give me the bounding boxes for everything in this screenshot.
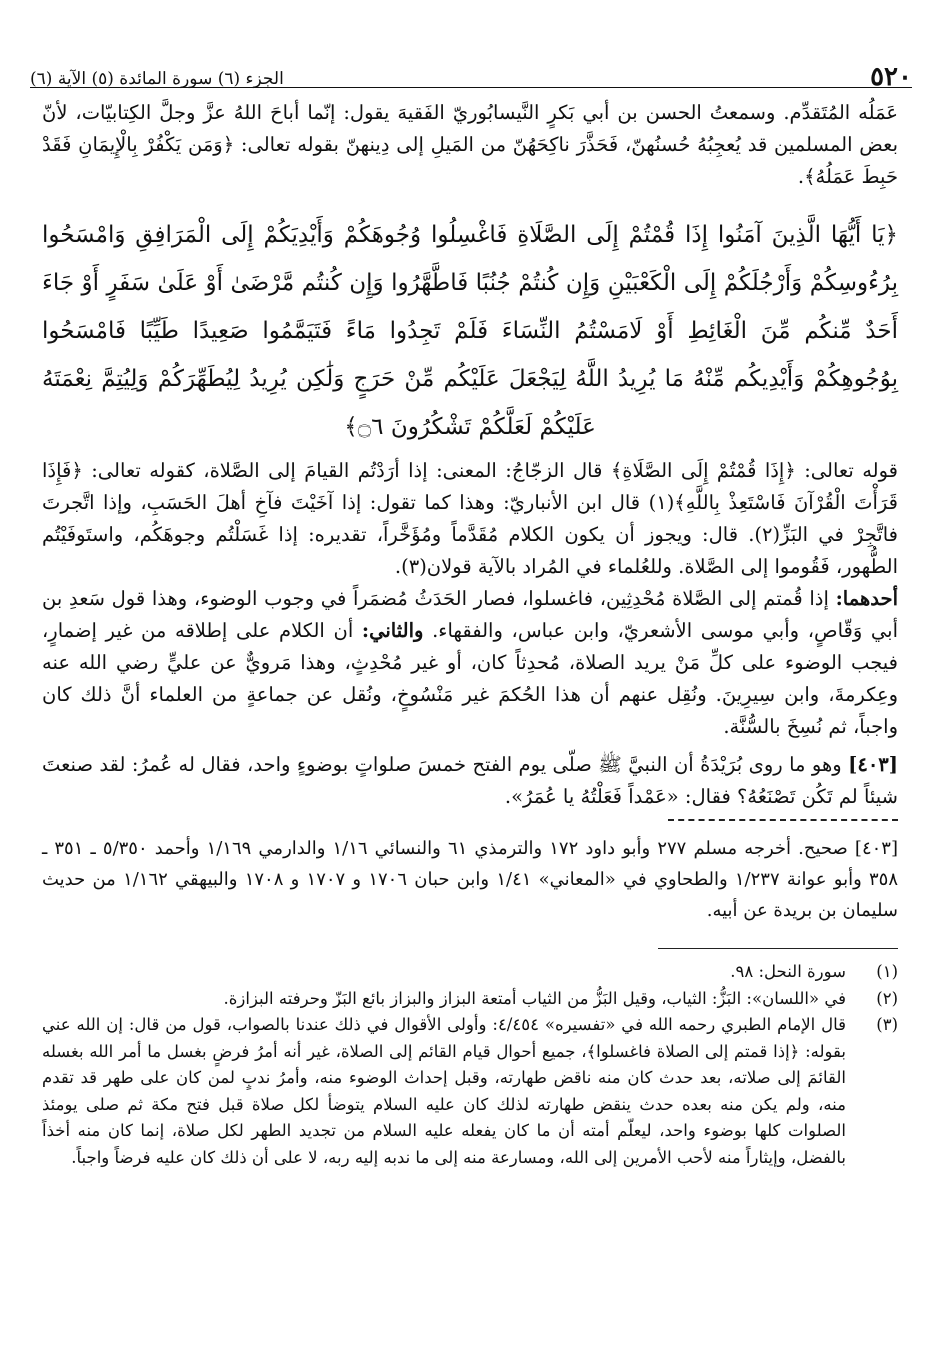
- intro-paragraph: عَمَلُه المُتَقدِّم. وسمعتُ الحسن بن أبي بَكرٍ النَّيسابُوريّ الفَقيهَ يقول: إنّما أباحَ اللهُ عزَّ وجلَّ الكِتابيّات، لأنّ بعض المسلمين قد يُعجِبُهُ حُسنُهنّ، فَحَذَّرَ ناكِحَهُنّ من المَيلِ إلى دِينهنّ بقوله تعالى: ﴿وَمَن يَكْفُرْ بِالْإِيمَانِ فَقَدْ حَبِطَ عَمَلُهُ﴾.: [42, 101, 898, 188]
- page-number: ٥٢٠: [870, 62, 912, 92]
- footnote-text: في «اللسان»: البَزُّ: الثياب، وقيل البَزُّ من الثياب أمتعة البزاز والبزاز بائع البَزّ وحرفته البزازة.: [223, 988, 846, 1008]
- first-opinion-label: أحدهما:: [835, 587, 898, 610]
- first-opinion-text: إذا قُمتم إلى الصَّلاة مُحْدِثِين، فاغسلوا، فصار الحَدَثُ مُضمَراً في وجوب الوضوء، وهذا قول سَعدِ بن أبي وَقّاصٍ، وأبي موسى الأشعريّ، وابن عباس، والفقهاء.: [42, 587, 899, 642]
- opinions-paragraph: [42, 583, 898, 743]
- footnote-number: (٢): [876, 988, 898, 1008]
- tafsir-paragraph: قوله تعالى: ﴿إِذَا قُمْتُمْ إِلَى الصَّلَاةِ﴾ قال الزجّاجُ: المعنى: إذا أرَدْتُم القيامَ إلى الصَّلاة، كقوله تعالى: ﴿فَإِذَا قَرَأْتَ الْقُرْآنَ فَاسْتَعِذْ بِاللَّهِ﴾(١) قال ابن الأنباريّ: وهذا كما تقول: إذا آخَيْتَ فآخِ أهلَ الحَسَبِ، وإذا اتَّجرتَ فاتَّجِرْ في البَزِّ(٢). قال: ويجوز أن يكون الكلام مُقَدَّماً ومُؤَخَّراً، تقديره: إذا غَسَلْتُم وجوهَكُم، واستَوفَيْتُم الطُّهور، فَقُوموا إلى الصَّلاة. وللعُلماء في المُراد بالآية قولان(٣).: [42, 459, 898, 578]
- footnote-number: (١): [876, 962, 898, 981]
- header-rule: [30, 87, 912, 88]
- hadith-paragraph: [42, 749, 898, 813]
- second-opinion-text: أن الكلام على إطلاقه من غير إضمارٍ، فيجب الوضوء على كلِّ مَنْ يريد الصلاة، مُحدِثاً كان، أو غير مُحْدِثٍ، وهذا مَرويٌّ عن عليٍّ رضي الله عنه وعِكرمةَ، وابن سِيرِينَ. ونُقِل عنهم أن هذا الحُكمَ غير مَنْسُوخٍ، ونُقل عن جماعةٍ من العلماء أنَّ ذلك كان واجباً، ثم نُسِخَ بالسُّنَّة.: [42, 619, 898, 738]
- footnote-number: (٣): [876, 1015, 898, 1034]
- page-body: [42, 97, 898, 1171]
- quran-verse: ﴿يَا أَيُّهَا الَّذِينَ آمَنُوا إِذَا قُمْتُمْ إِلَى الصَّلَاةِ فَاغْسِلُوا وُجُوهَكُمْ وَأَيْدِيَكُمْ إِلَى الْمَرَافِقِ وَامْسَحُوا بِرُءُوسِكُمْ وَأَرْجُلَكُمْ إِلَى الْكَعْبَيْنِ وَإِن كُنتُمْ جُنُبًا فَاطَّهَّرُوا وَإِن كُنتُم مَّرْضَىٰ أَوْ عَلَىٰ سَفَرٍ أَوْ جَاءَ أَحَدٌ مِّنكُم مِّنَ الْغَائِطِ أَوْ لَامَسْتُمُ النِّسَاءَ فَلَمْ تَجِدُوا مَاءً فَتَيَمَّمُوا صَعِيدًا طَيِّبًا فَامْسَحُوا بِوُجُوهِكُمْ وَأَيْدِيكُم مِّنْهُ مَا يُرِيدُ اللَّهُ لِيَجْعَلَ عَلَيْكُم مِّنْ حَرَجٍ وَلَٰكِن يُرِيدُ لِيُطَهِّرَكُمْ وَلِيُتِمَّ نِعْمَتَهُ عَلَيْكُمْ لَعَلَّكُمْ تَشْكُرُونَ ۝٦﴾: [42, 222, 898, 440]
- takhrij-note: [٤٠٣] صحيح. أخرجه مسلم ٢٧٧ وأبو داود ١٧٢ والترمذي ٦١ والنسائي ١/١٦ والدارمي ١/١٦٩ وأحمد ٥/٣٥٠ ـ ٣٥١ ـ ٣٥٨ وأبو عوانة ١/٢٣٧ والطحاوي في «المعاني» ١/٤١ وابن حبان ١٧٠٦ و ١٧٠٧ و ١٧٠٨ والبيهقي ١/١٦٢ من حديث سليمان بن بريدة عن أبيه.: [42, 838, 899, 921]
- footnote-text: سورة النحل: ٩٨.: [730, 962, 846, 981]
- footnotes: [42, 959, 898, 1171]
- second-opinion-label: والثاني:: [361, 619, 424, 642]
- page-header: [30, 40, 912, 90]
- footnote-item: [42, 959, 898, 986]
- hadith-number: [٤٠٣]: [848, 753, 899, 776]
- footnote-text: قال الإمام الطبري رحمه الله في «تفسيره» ٤/٤٥٤: وأولى الأقوال في ذلك عندنا بالصواب، قول من قال: إن الله عني بقوله: ﴿إذا قمتم إلى الصلاة فاغسلوا﴾، جميع أحوال قيام القائم إلى الصلاة، غير أنه أمرُ فرضٍ بغسل ما أمر الله بغسله القائمَ إلى صلاته، بعد حدث كان منه ناقض طهارته، وقبل إحداث الوضوء منه، وأمرُ ندبٍ لمن كان على طهر قد تقدم منه، ولم يكن منه بعده حدث ينقض طهارته لذلك كان عليه السلام يتوضأ لكل صلاة قبل فتح مكة ثم صلى يومئذ الصلوات كلها بوضوء واحد، ليعلّم أمته أن ما كان يفعله عليه السلام من تجديد الطهر لكل صلاة، إنما كان منه أخذاً بالفضل، وإيثاراً منه لأحب الأمرين إلى الله، ومسارعة منه إلى ما ندبه إليه ربه، لا على أن ذلك كان عليه فرضاً واجباً.: [42, 1015, 846, 1167]
- running-title: الجزء (٦) سورة المائدة (٥) الآية (٦): [30, 69, 284, 89]
- footnote-separator: [658, 948, 898, 949]
- dashed-separator: [668, 819, 898, 821]
- footnote-item: [42, 1012, 898, 1171]
- footnote-item: [42, 986, 898, 1013]
- hadith-text: وهو ما روى بُرَيْدَةُ أن النبيَّ ﷺ صلّى يوم الفتح خمسَ صلواتٍ بوضوءٍ واحد، فقال له عُمرُ: لقد صنعتَ شيئاً لم تَكُن تَصْنَعُهُ؟ فقال: «عَمْداً فَعَلْتُهُ يا عُمَرُ».: [42, 753, 898, 808]
